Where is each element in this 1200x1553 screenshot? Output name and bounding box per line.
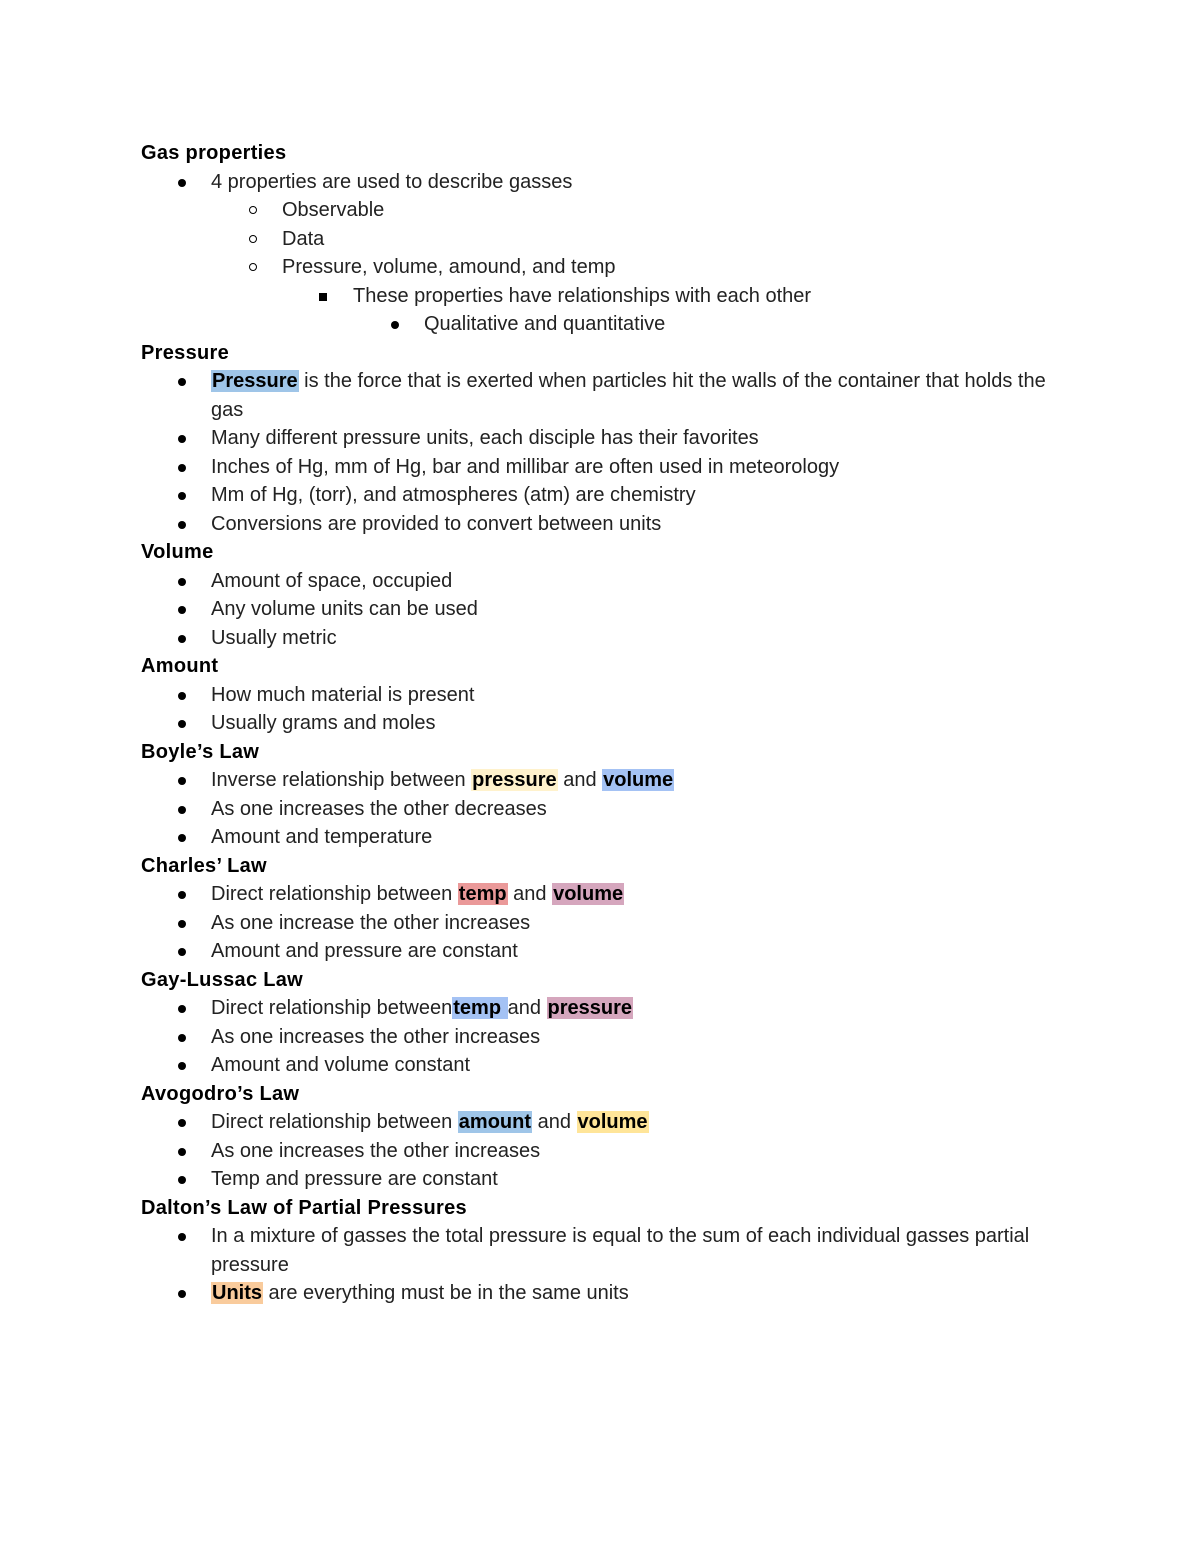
list-item [141,1108,1061,1137]
list-item-text [211,168,1061,197]
text-run: Usually metric [211,626,337,649]
text-run: Amount of space, occupied [211,569,453,592]
highlighted-term: volume [553,883,624,905]
text-run: As one increases the other increases [211,1139,541,1162]
section-heading: Volume [141,541,214,563]
list-item-text [211,367,1061,424]
list-item [141,282,1061,311]
highlighted-term: pressure [547,997,633,1019]
highlighted-term: pressure [472,769,557,791]
text-run: How much material is present [211,683,475,706]
text-run: In a mixture of gasses the total pressure is equal to the sum of each individual gasses partial pressure [211,1225,1030,1276]
list-item-text [211,1108,1061,1137]
text-run: and [557,769,603,791]
list-item [141,595,1061,624]
list-item [141,424,1061,453]
list-item [141,196,1061,225]
list-item [141,823,1061,852]
highlighted-term: temp [453,997,507,1019]
list-item-text [211,1279,1061,1308]
section-heading: Avogodro’s Law [141,1082,300,1105]
text-run: Temp and pressure are constant [211,1168,498,1190]
text-run: Pressure, volume, amound, and temp [282,256,616,278]
text-run: Inches of Hg, mm of Hg, bar and millibar are often used in meteorology [211,455,840,478]
text-run: Direct relationship between [211,997,453,1019]
list-item [141,367,1061,424]
text-run: are everything must be in the same units [263,1282,629,1304]
list-item-text [211,823,1061,852]
section-heading: Dalton’s Law of Partial Pressures [141,1196,467,1219]
highlighted-term: temp [458,883,507,905]
text-run: Mm of Hg, (torr), and atmospheres (atm) are chemistry [211,484,696,506]
text-run: As one increase the other increases [211,911,531,934]
text-run: Many different pressure units, each disciple has their favorites [211,427,759,449]
list-item [141,1023,1061,1052]
text-run: Data [282,227,325,250]
list-item-text [211,681,1061,710]
text-run: Amount and temperature [211,826,433,848]
list-item-text [211,624,1061,653]
list-item-text [211,909,1061,938]
list-item [141,909,1061,938]
list-item-text [282,253,1061,282]
list-item [141,567,1061,596]
list-item-text [211,937,1061,966]
text-run: Conversions are provided to convert between units [211,512,662,535]
text-run: is the force that is exerted when particles hit the walls of the container that holds the gas [211,370,1046,421]
list-item [141,225,1061,254]
list-item [141,1222,1061,1279]
list-item-text [211,994,1061,1023]
list-item-text [211,1023,1061,1052]
highlighted-term: volume [603,769,674,791]
list-item-text [211,567,1061,596]
list-item-text [353,282,1061,311]
list-item [141,510,1061,539]
list-item-text [211,709,1061,738]
list-item [141,795,1061,824]
highlighted-term: volume [577,1111,648,1133]
list-item [141,481,1061,510]
list-item-text [211,766,1061,795]
list-item-text [424,310,1061,339]
list-item-text [211,795,1061,824]
text-run: Any volume units can be used [211,598,478,620]
text-run: Inverse relationship between [211,769,472,791]
text-run: Usually grams and moles [211,712,436,734]
text-run: and [507,997,547,1019]
section-heading: Gay-Lussac Law [141,968,304,991]
list-item-text [211,1051,1061,1080]
highlighted-term: Pressure [212,370,298,392]
text-run: Direct relationship between [211,1111,458,1133]
text-run: Qualitative and quantitative [424,313,666,335]
list-item [141,1279,1061,1308]
list-item-text [211,510,1061,539]
list-item-text [211,1222,1061,1279]
list-item-text [282,225,1061,254]
text-run: and [507,883,553,905]
text-run: Amount and pressure are constant [211,940,518,962]
list-item [141,1051,1061,1080]
list-item [141,253,1061,282]
list-item-text [211,481,1061,510]
list-item [141,168,1061,197]
section-heading: Gas properties [141,142,287,164]
list-item [141,310,1061,339]
text-run: Observable [282,199,385,221]
list-item [141,1165,1061,1194]
list-item-text [282,196,1061,225]
text-run: As one increases the other increases [211,1025,541,1048]
list-item [141,453,1061,482]
list-item [141,709,1061,738]
section-heading: Charles’ Law [141,854,267,877]
list-item [141,994,1061,1023]
text-run: As one increases the other decreases [211,797,547,820]
text-run: and [532,1111,577,1133]
text-run: These properties have relationships with each other [353,284,812,307]
list-item-text [211,1165,1061,1194]
list-item [141,880,1061,909]
list-item [141,624,1061,653]
section-heading: Pressure [141,341,230,364]
text-run: Direct relationship between [211,883,458,905]
list-item [141,937,1061,966]
list-item-text [211,880,1061,909]
list-item-text [211,453,1061,482]
text-run: 4 properties are used to describe gasses [211,170,573,193]
document-body [141,139,1061,1308]
highlighted-term: Units [212,1282,262,1304]
list-item-text [211,595,1061,624]
list-item [141,1137,1061,1166]
list-item-text [211,424,1061,453]
highlighted-term: amount [458,1111,532,1133]
section-heading: Boyle’s Law [141,740,260,763]
list-item [141,766,1061,795]
list-item [141,681,1061,710]
list-item-text [211,1137,1061,1166]
text-run: Amount and volume constant [211,1054,471,1076]
section-heading: Amount [141,655,219,677]
